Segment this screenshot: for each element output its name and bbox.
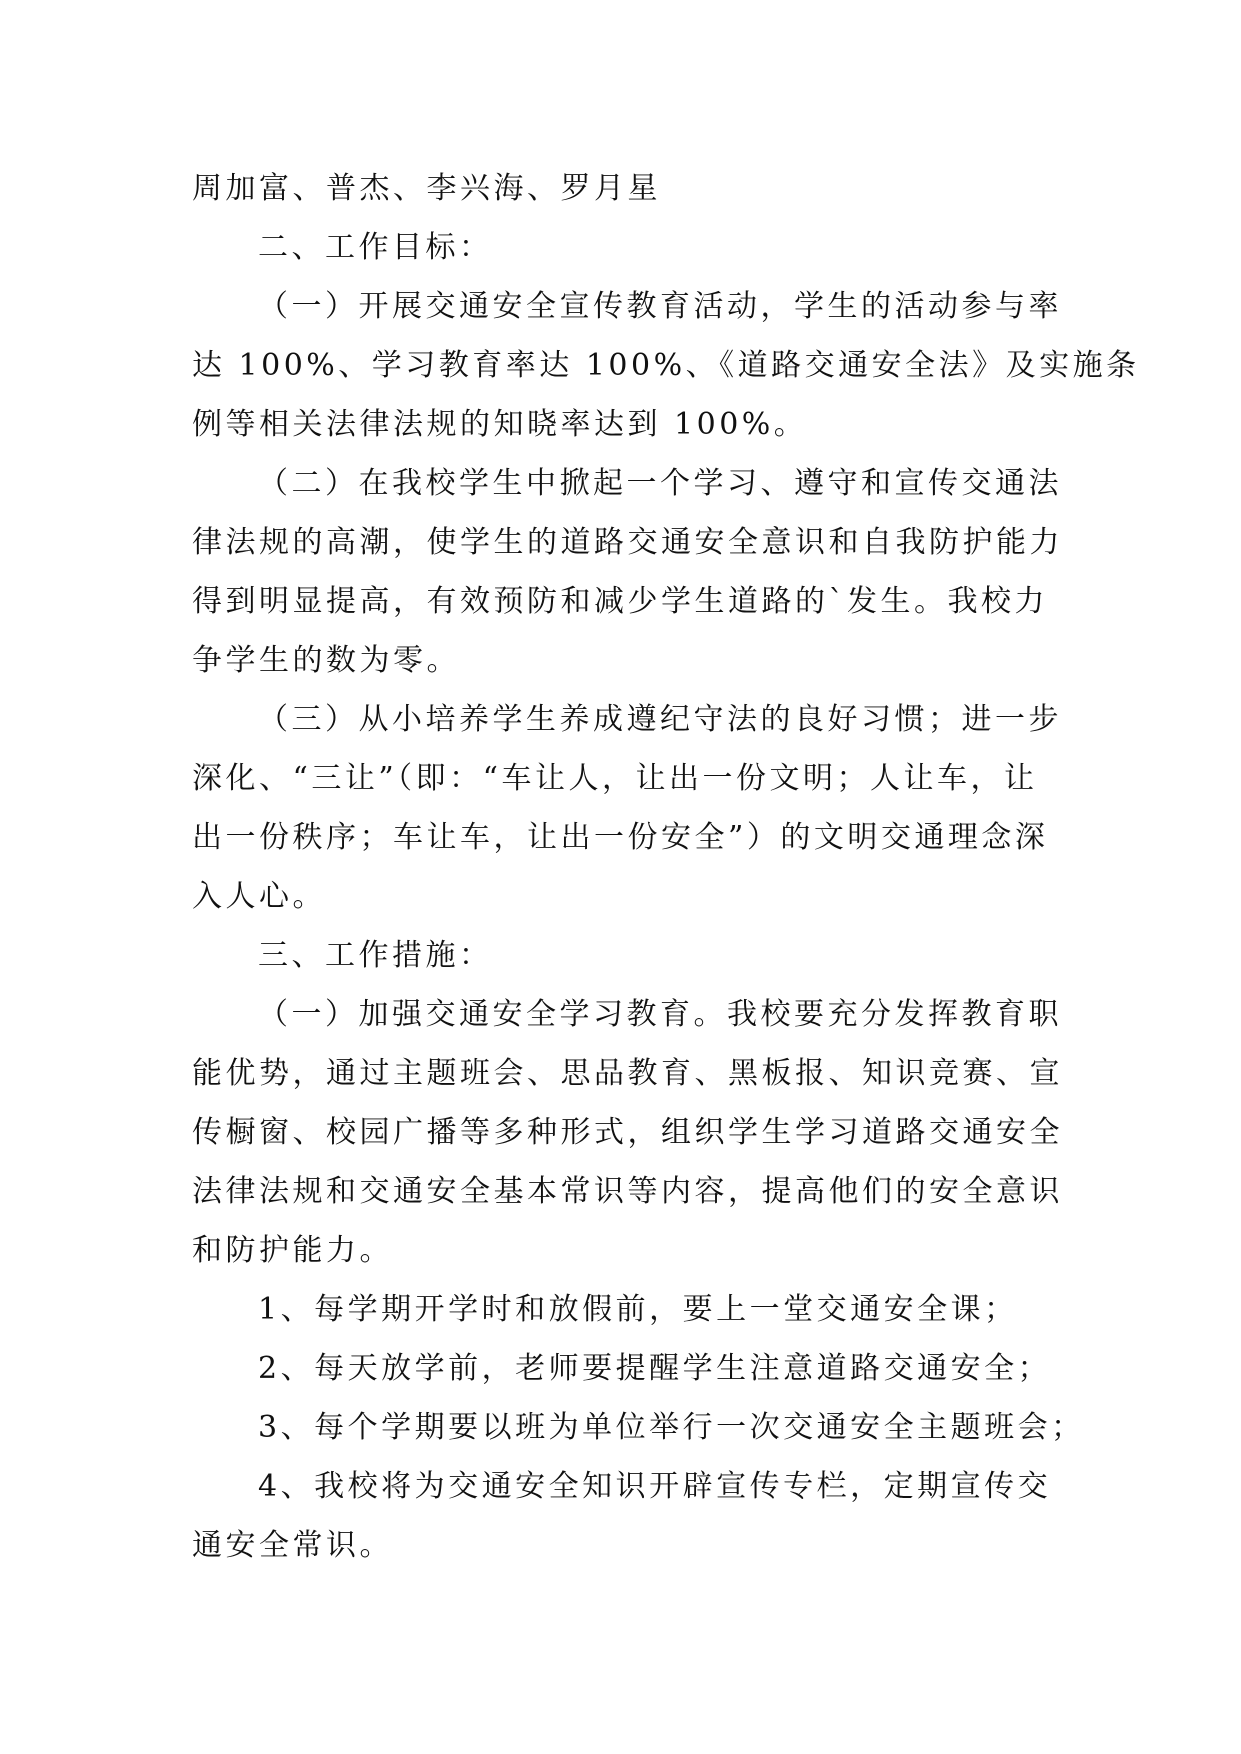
text-line: 深化、“三让”（即：“车让人，让出一份文明；人让车，让: [192, 761, 1038, 796]
text-line: （一）开展交通安全宣传教育活动，学生的活动参与率: [258, 289, 1062, 324]
text-line: 能优势，通过主题班会、思品教育、黑板报、知识竞赛、宣: [192, 1056, 1063, 1091]
text-line: 争学生的数为零。: [192, 643, 460, 678]
text-line: 法律法规和交通安全基本常识等内容，提高他们的安全意识: [192, 1174, 1063, 1209]
text-line: （一）加强交通安全学习教育。我校要充分发挥教育职: [258, 997, 1062, 1032]
text-line: 二、工作目标：: [258, 230, 493, 265]
text-line: 例等相关法律法规的知晓率达到 100%。: [192, 407, 808, 442]
document-body: [192, 159, 1140, 1575]
text-line: 三、工作措施：: [258, 938, 493, 973]
text-line: （三）从小培养学生养成遵纪守法的良好习惯；进一步: [258, 702, 1062, 737]
text-line: 通安全常识。: [192, 1528, 393, 1563]
text-line: 和防护能力。: [192, 1233, 393, 1268]
text-line: 入人心。: [192, 879, 326, 914]
text-line: 律法规的高潮，使学生的道路交通安全意识和自我防护能力: [192, 525, 1063, 560]
text-line: 得到明显提高，有效预防和减少学生道路的`发生。我校力: [192, 584, 1048, 619]
text-line: 1、每学期开学时和放假前，要上一堂交通安全课；: [258, 1292, 1018, 1327]
text-line: （二）在我校学生中掀起一个学习、遵守和宣传交通法: [258, 466, 1062, 501]
text-line: 周加富、普杰、李兴海、罗月星: [192, 171, 661, 206]
text-line: 4、我校将为交通安全知识开辟宣传专栏，定期宣传交: [258, 1469, 1052, 1504]
text-line: 2、每天放学前，老师要提醒学生注意道路交通安全；: [258, 1351, 1052, 1386]
text-line: 3、每个学期要以班为单位举行一次交通安全主题班会；: [258, 1410, 1085, 1445]
text-line: 达 100%、学习教育率达 100%、《道路交通安全法》及实施条: [192, 348, 1140, 383]
text-line: 传橱窗、校园广播等多种形式，组织学生学习道路交通安全: [192, 1115, 1063, 1150]
text-line: 出一份秩序；车让车，让出一份安全”）的文明交通理念深: [192, 820, 1049, 855]
